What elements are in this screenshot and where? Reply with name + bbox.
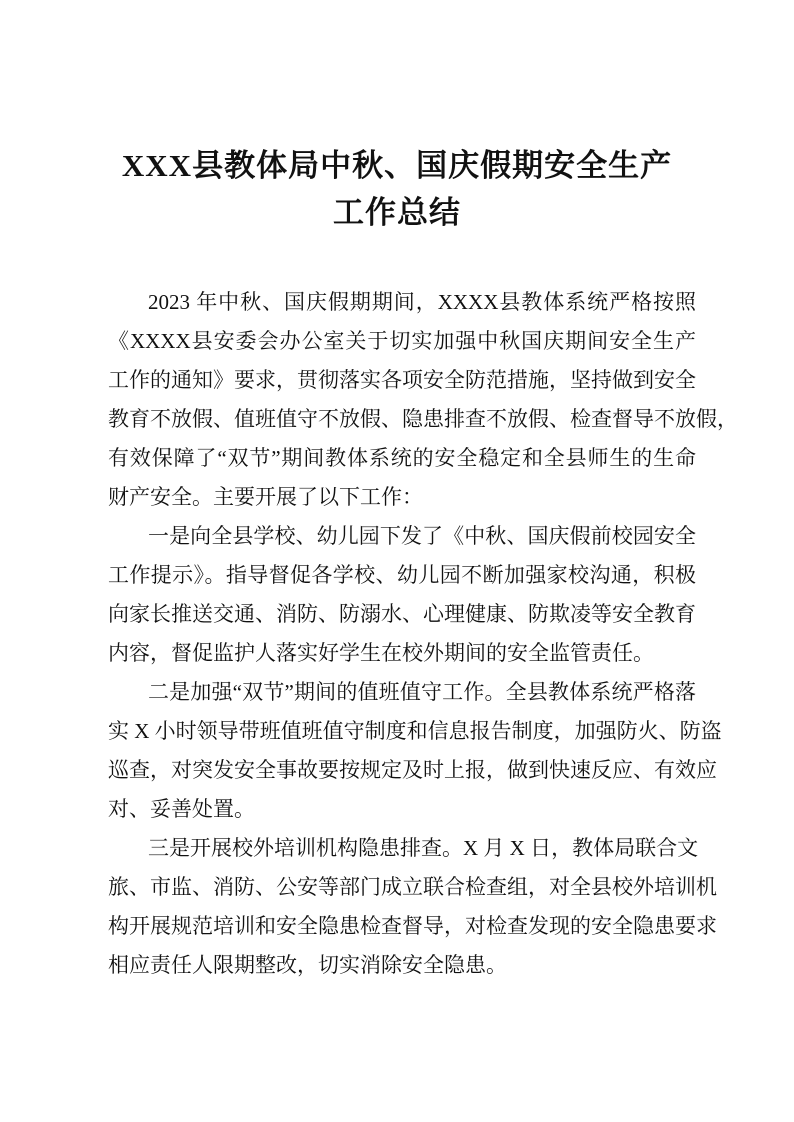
paragraph-intro (108, 286, 738, 520)
text-line: 巡查，对突发安全事故要按规定及时上报，做到快速反应、有效应 (108, 758, 717, 782)
text-line: 构开展规范培训和安全隐患检查督导，对检查发现的安全隐患要求 (108, 914, 717, 938)
paragraph-item-3 (108, 832, 717, 988)
document-title-line-1: XXX县教体局中秋、国庆假期安全生产 (121, 148, 673, 183)
document-title-line-2: 工作总结 (333, 195, 461, 230)
text-line: 三是开展校外培训机构隐患排查。X 月 X 日，教体局联合文 (148, 836, 699, 860)
text-line: 内容，督促监护人落实好学生在校外期间的安全监管责任。 (108, 641, 654, 665)
text-line: 对、妥善处置。 (108, 797, 255, 821)
text-line: 财产安全。主要开展了以下工作： (108, 485, 423, 509)
paragraph-item-2 (108, 676, 722, 832)
text-line: 2023 年中秋、国庆假期期间，XXXX县教体系统严格按照 (148, 290, 696, 314)
text-line: 向家长推送交通、消防、防溺水、心理健康、防欺凌等安全教育 (108, 602, 696, 626)
text-line: 相应责任人限期整改，切实消除安全隐患。 (108, 953, 507, 977)
text-line: 工作的通知》要求，贯彻落实各项安全防范措施，坚持做到安全 (108, 368, 696, 392)
text-line: 教育不放假、值班值守不放假、隐患排查不放假、检查督导不放假， (108, 407, 738, 431)
text-line: 旅、市监、消防、公安等部门成立联合检查组，对全县校外培训机 (108, 875, 717, 899)
text-line: 有效保障了“双节”期间教体系统的安全稳定和全县师生的生命 (108, 446, 696, 470)
text-line: 实 X 小时领导带班值班值守制度和信息报告制度，加强防火、防盗 (108, 719, 722, 743)
text-line: 《XXXX县安委会办公室关于切实加强中秋国庆期间安全生产 (108, 329, 696, 353)
document-body (108, 286, 738, 988)
paragraph-item-1 (108, 520, 696, 676)
text-line: 一是向全县学校、幼儿园下发了《中秋、国庆假前校园安全 (148, 524, 696, 548)
text-line: 工作提示》。指导督促各学校、幼儿园不断加强家校沟通，积极 (108, 563, 696, 587)
text-line: 二是加强“双节”期间的值班值守工作。全县教体系统严格落 (148, 680, 696, 704)
